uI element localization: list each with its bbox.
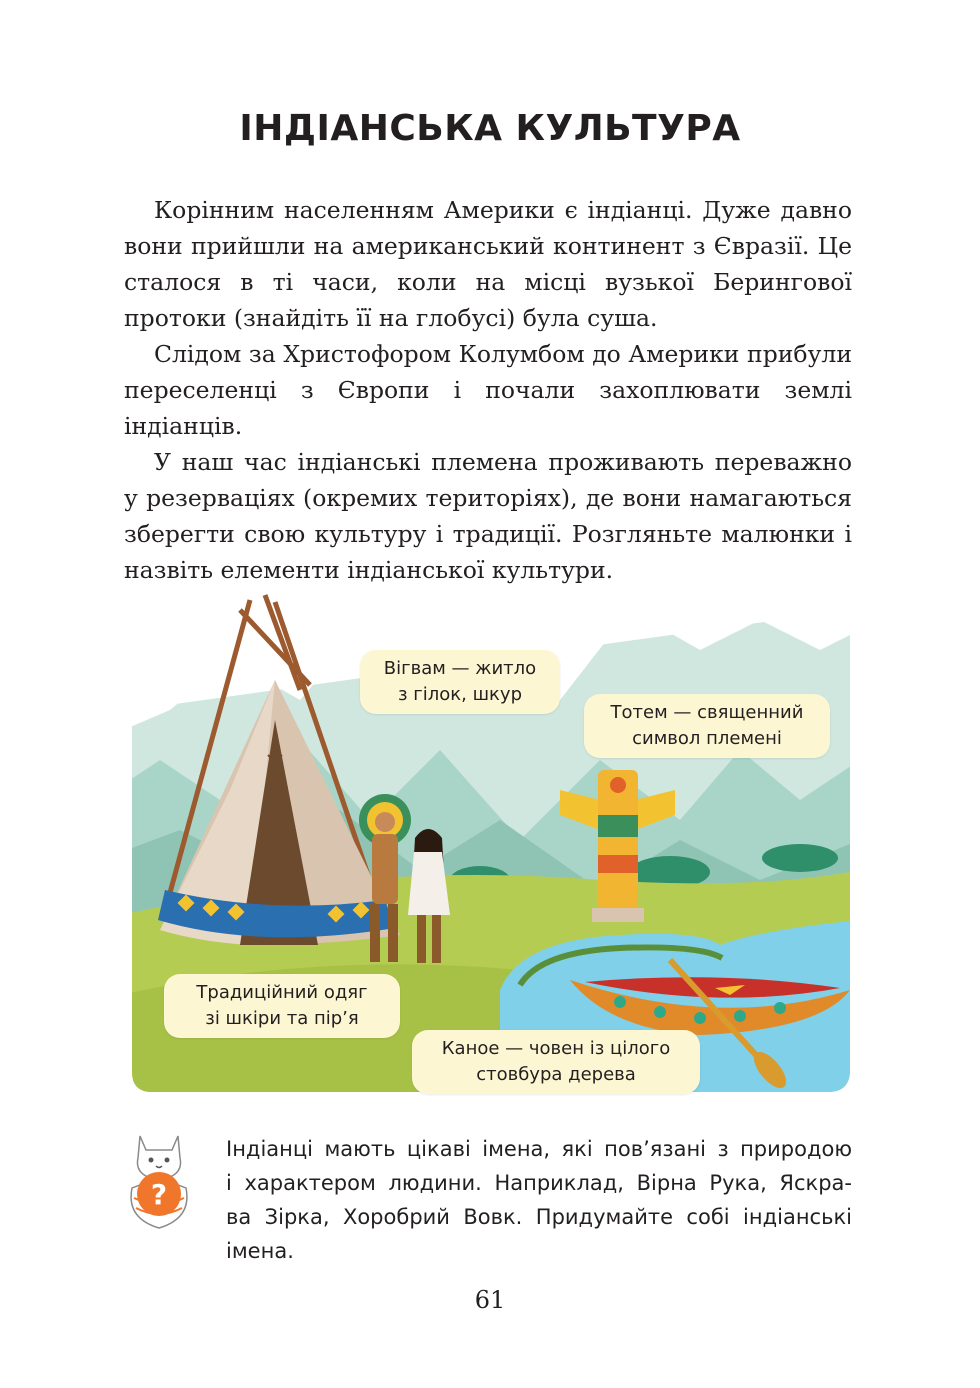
page-title: ІНДІАНСЬКА КУЛЬТУРА [239,108,741,149]
paragraph-line: у резерваціях (окремих територіях), де вони намагаються [124,484,852,512]
page-number: 61 [474,1286,506,1314]
paragraph-line: Корінним населенням Америки є індіанці. Дуже давно [154,196,852,224]
label-traditional-clothes [164,974,400,1038]
paragraph-3 [124,444,852,588]
question-cat-icon [122,1128,196,1232]
paragraph-line: і назвіть елементи індіанської культури. [124,520,852,584]
paragraph-line: Це сталося в ті часи, коли на місці вузької Берингової [124,232,852,296]
label-line: зі шкіри та пір’я [205,1008,359,1029]
paragraph-line: переселенці з Європи і почали захоплювати землі індіанців. [124,376,852,440]
label-line: символ племені [632,728,782,749]
label-line: Тотем — священний [610,702,804,723]
paragraph-line: зберегти свою культуру і традиції. Розгляньте малюнки [124,520,836,548]
paragraph-line: вони прийшли на американський континент з Євразії. [124,232,810,260]
task-line: імена. [226,1239,294,1263]
task-text [226,1132,852,1268]
label-line: стовбура дерева [476,1064,636,1085]
body-text [124,192,852,588]
label-line: з гілок, шкур [397,684,522,705]
label-totem [584,694,830,758]
paragraph-line: У наш час індіанські племена проживають переважно [154,448,852,476]
paragraph-line: Слідом за Христофором Колумбом до Америки прибули [154,340,852,368]
svg-text:?: ? [150,1178,168,1211]
paragraph-line: протоки (знайдіть її на глобусі) була суша. [124,304,658,332]
label-line: Традиційний одяг [196,982,368,1003]
label-line: Вігвам — житло [383,658,537,679]
task-line: ва Зірка, Хоробрий Вовк. Придумайте собі індіанські [226,1205,852,1229]
label-line: Каное — човен із цілого [441,1038,671,1059]
task-line: і характером людини. Наприклад, Вірна Рука, Яскра- [226,1171,852,1195]
paragraph-2 [124,336,852,444]
task-line: Індіанці мають цікаві імена, які пов’язані з природою [226,1137,852,1161]
paragraph-1 [124,192,852,336]
label-canoe [412,1030,700,1094]
label-wigwam [360,650,560,714]
native-american-culture-illustration [0,590,980,1100]
